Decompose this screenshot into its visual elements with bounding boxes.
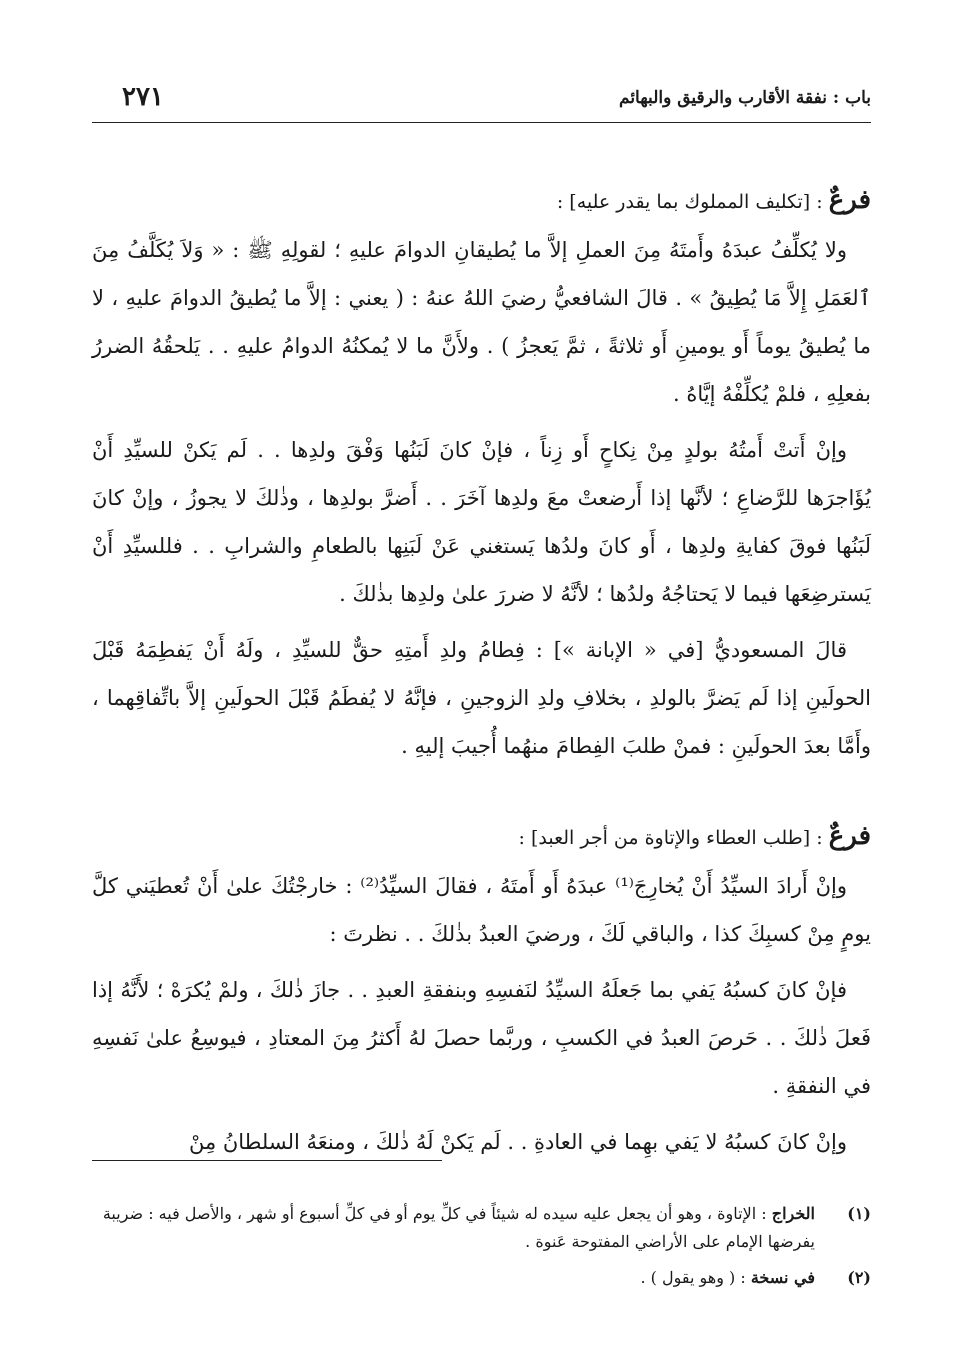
footnote [92, 1264, 871, 1292]
paragraph: وإنْ أَتتْ أَمتُهُ بولدٍ مِنْ نِكاحٍ أَو زِناً ، فإنْ كانَ لَبَنُها وَفْقَ ولدِها . . لَم يَكنْ للسيِّدِ أَنْ يُؤَاجرَها للرَّضاعِ ؛ لأنَّها إذا أَرضعتْ معَ ولدِها آخَرَ . . أَضرَّ بولدِها ، وذٰلكَ لا يجوزُ ، وإنْ كانَ لَبَنُها فوقَ كفايةِ ولدِها ، أَو كانَ ولدُها يَستغني عَنْ لَبَنِها بالطعامِ والشرابِ . . فللسيِّدِ أَنْ يَسترضِعَها فيما لا يَحتاجُهُ ولدُها ؛ لأنَّهُ لا ضررَ علىٰ ولدِها بذٰلكَ . [92, 438, 871, 606]
section-heading [92, 176, 871, 226]
footnote-text: : الإتاوة ، وهو أن يجعل عليه سيده له شيئاً في كلِّ يوم أو في كلِّ أسبوع أو شهر ، والأصل فيه : ضريبة يفرضها الإمام على الأراضي المفتوحة عَنوة . [102, 1204, 815, 1251]
footnote [92, 1200, 871, 1256]
paragraph: وإنْ كانَ كسبُهُ لا يَفي بهِما في العادةِ . . لَم يَكنْ لَهُ ذٰلكَ ، ومنعَهُ السلطانُ مِنْ [188, 1130, 847, 1154]
paragraph: ولا يُكلِّفُ عبدَهُ وأَمتَهُ مِنَ العملِ إلاَّ ما يُطيقانِ الدوامَ عليهِ ؛ لقولِهِ ﷺ : « وَلاَ يُكَلَّفُ مِنَ ٱلعَمَلِ إِلاَّ مَا يُطِيقُ » . قالَ الشافعيُّ رضيَ اللهُ عنهُ : ( يعني : إلاَّ ما يُطيقُ الدوامَ عليهِ ، لا ما يُطيقُ يوماً أَو يومينِ أَو ثلاثةً ، ثمَّ يَعجزُ ) . ولأَنَّ ما لا يُمكنُهُ الدوامُ عليهِ . . يَلحقُهُ الضررُ بفعلِهِ ، فلمْ يُكلِّفْهُ إيَّاهُ . [92, 238, 871, 406]
paragraph: فإنْ كانَ كسبُهُ يَفي بما جَعلَهُ السيِّدُ لنَفسِهِ وبنفقةِ العبدِ . . جازَ ذٰلكَ ، ولمْ يُكرَهْ ؛ لأَنَّهُ إذا فَعلَ ذٰلكَ . . حَرصَ العبدُ في الكسبِ ، وربَّما حصلَ لهُ أَكثرُ مِنَ المعتادِ ، فيوسِعُ علىٰ نَفسِهِ في النفقةِ . [92, 978, 871, 1098]
footnote-number: (٢) [847, 1268, 871, 1287]
section-keyword: فرعٌ [828, 821, 871, 851]
section-heading [92, 812, 871, 862]
section-heading-text: : [تكليف المملوك بما يقدر عليه] : [556, 191, 829, 213]
paragraph: وإنْ أَرادَ السيِّدُ أَنْ يُخارِجَ⁽¹⁾ عبدَهُ أَو أَمتَهُ ، فقالَ السيِّدُ⁽²⁾ : خارجْتُكَ علىٰ أَنْ تُعطيَني كلَّ يومٍ مِنْ كسبِكَ كذا ، والباقي لَكَ ، ورضيَ العبدُ بذٰلكَ . . نظرتَ : [92, 874, 871, 946]
section-heading-text: : [طلب العطاء والإتاوة من أجر العبد] : [518, 827, 829, 849]
main-text [92, 176, 871, 1174]
page-number: ٢٧١ [122, 82, 164, 112]
section-keyword: فرعٌ [828, 185, 871, 215]
section-gap [92, 778, 871, 812]
paragraph: قالَ المسعوديُّ [في « الإبانة »] : فِطامُ ولدِ أَمتِهِ حقٌّ للسيِّدِ ، ولَهُ أَنْ يَفطِمَهُ قَبْلَ الحولَينِ إذا لَم يَضرَّ بالولدِ ، بخلافِ ولدِ الزوجينِ ، فإنَّهُ لا يُفطَمُ قَبْلَ الحولَينِ إلاَّ باتِّفاقِهما ، وأَمَّا بعدَ الحولَينِ : فمنْ طلبَ الفِطامَ منهُما أُجيبَ إليهِ . [92, 638, 871, 758]
footnotes [92, 1200, 871, 1300]
footnote-number: (١) [847, 1204, 871, 1223]
chapter-title: باب : نفقة الأقارب والرقيق والبهائم [619, 88, 871, 108]
footnote-separator [92, 1160, 442, 1161]
page-header [92, 82, 871, 123]
footnote-text: : ( وهو يقول ) . [640, 1268, 751, 1287]
footnote-term: في نسخة [750, 1268, 815, 1287]
footnote-term: الخراج [771, 1204, 815, 1223]
